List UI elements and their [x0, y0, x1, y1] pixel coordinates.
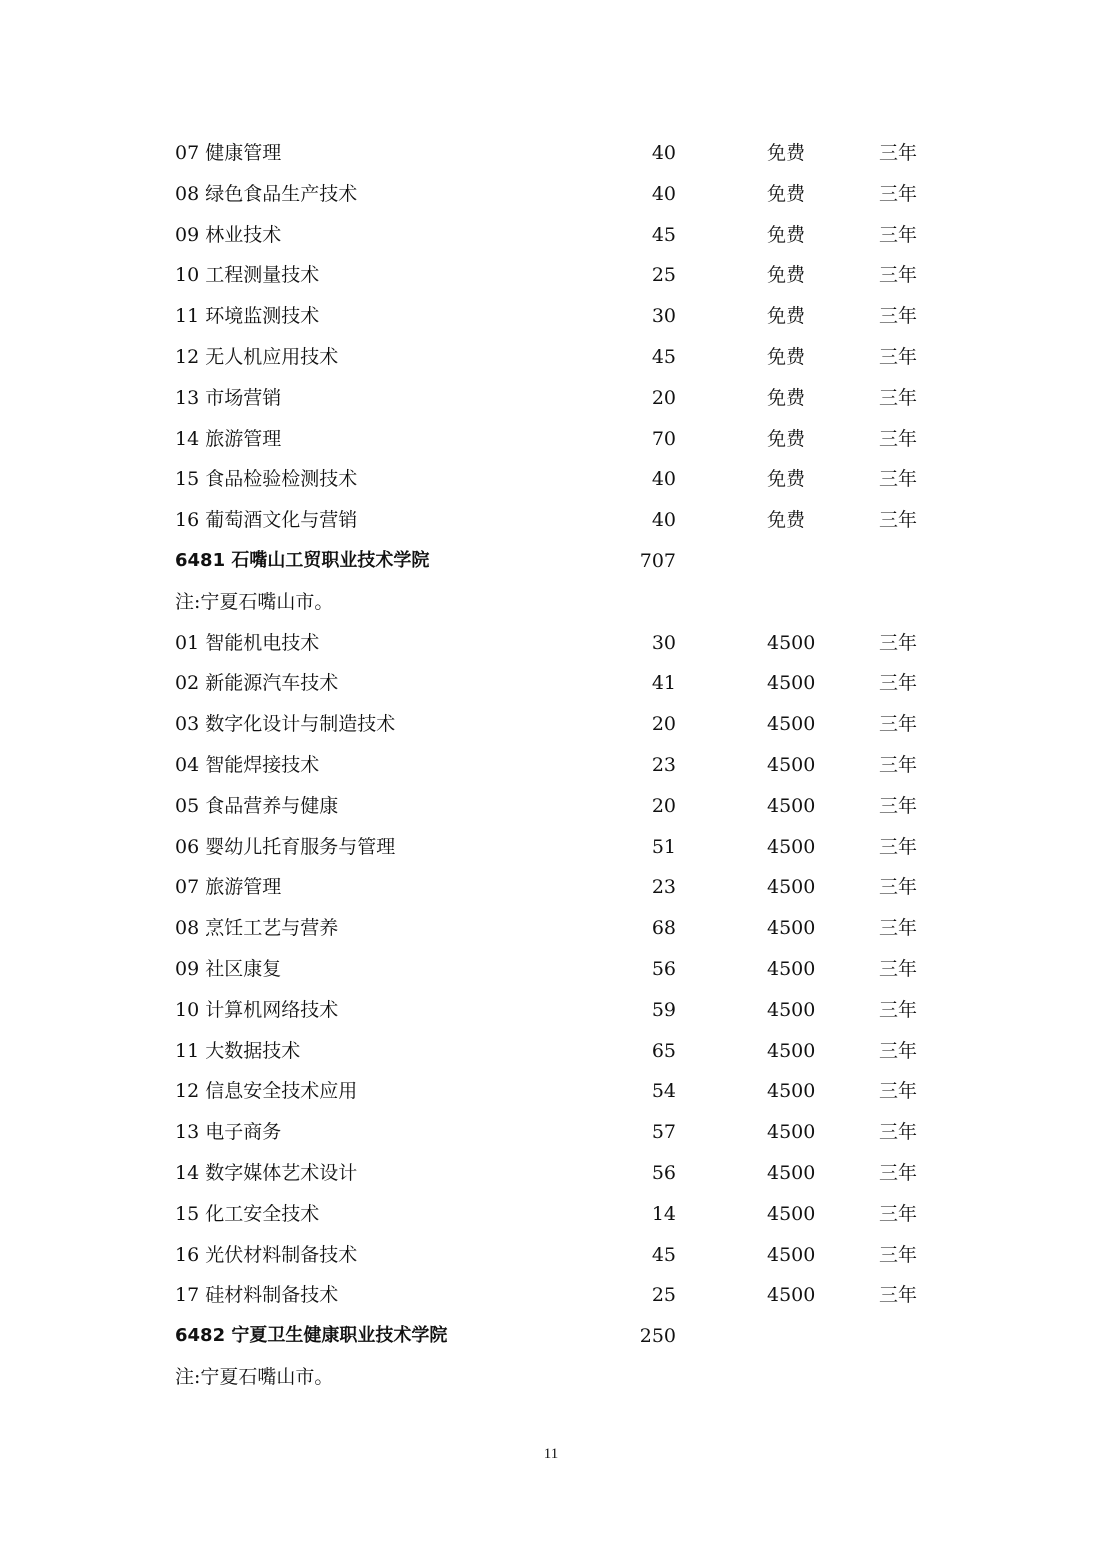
study-duration: 三年 [879, 876, 918, 899]
tuition-fee: 4500 [767, 1243, 816, 1266]
school-total-quota: 250 [639, 1325, 676, 1348]
tuition-fee: 免费 [767, 182, 806, 205]
school-name: 6481 石嘴山工贸职业技术学院 [175, 549, 430, 571]
major-name: 05 食品营养与健康 [175, 794, 339, 817]
tuition-fee: 4500 [767, 1121, 816, 1144]
major-row [0, 337, 1102, 378]
major-row [0, 255, 1102, 296]
tuition-fee: 4500 [767, 631, 816, 654]
study-duration: 三年 [879, 1284, 918, 1307]
major-row [0, 786, 1102, 827]
major-name: 07 健康管理 [175, 142, 282, 164]
major-row [0, 704, 1102, 745]
school-row [0, 1316, 1102, 1357]
study-duration: 三年 [879, 1243, 918, 1266]
enrollment-quota: 56 [651, 1161, 676, 1184]
study-duration: 三年 [879, 713, 918, 736]
tuition-fee: 4500 [767, 672, 816, 695]
major-name: 10 工程测量技术 [175, 264, 320, 287]
major-row [0, 378, 1102, 419]
major-name: 12 信息安全技术应用 [175, 1080, 358, 1103]
major-name: 16 葡萄酒文化与营销 [175, 509, 358, 532]
enrollment-quota: 23 [651, 876, 676, 899]
enrollment-quota: 68 [651, 917, 676, 940]
major-row [0, 174, 1102, 215]
enrollment-quota: 30 [651, 305, 676, 328]
tuition-fee: 4500 [767, 1161, 816, 1184]
major-name: 17 硅材料制备技术 [175, 1284, 339, 1307]
major-name: 01 智能机电技术 [175, 631, 320, 654]
major-name: 14 数字媒体艺术设计 [175, 1161, 358, 1184]
major-name: 16 光伏材料制备技术 [175, 1243, 358, 1266]
enrollment-quota: 40 [651, 142, 676, 164]
tuition-fee: 免费 [767, 223, 806, 246]
major-row [0, 867, 1102, 908]
major-row [0, 663, 1102, 704]
major-name: 15 化工安全技术 [175, 1202, 320, 1225]
major-row [0, 1235, 1102, 1276]
major-name: 13 市场营销 [175, 386, 282, 409]
school-total-quota: 707 [639, 549, 676, 572]
study-duration: 三年 [879, 1121, 918, 1144]
enrollment-quota: 51 [651, 835, 676, 858]
enrollment-quota: 59 [651, 998, 676, 1021]
tuition-fee: 4500 [767, 957, 816, 980]
tuition-fee: 免费 [767, 468, 806, 491]
major-name: 03 数字化设计与制造技术 [175, 713, 396, 736]
major-row [0, 990, 1102, 1031]
study-duration: 三年 [879, 835, 918, 858]
enrollment-quota: 25 [651, 264, 676, 287]
tuition-fee: 4500 [767, 1080, 816, 1103]
enrollment-quota: 45 [651, 223, 676, 246]
major-name: 10 计算机网络技术 [175, 998, 339, 1021]
major-name: 11 环境监测技术 [175, 305, 320, 328]
study-duration: 三年 [879, 468, 918, 491]
major-row [0, 1071, 1102, 1112]
major-row [0, 296, 1102, 337]
study-duration: 三年 [879, 142, 918, 164]
school-name: 6482 宁夏卫生健康职业技术学院 [175, 1325, 448, 1347]
major-row [0, 500, 1102, 541]
major-row [0, 745, 1102, 786]
tuition-fee: 4500 [767, 713, 816, 736]
major-row [0, 459, 1102, 500]
major-row [0, 623, 1102, 664]
major-name: 07 旅游管理 [175, 876, 282, 899]
enrollment-quota: 41 [651, 672, 676, 695]
major-name: 09 林业技术 [175, 223, 282, 246]
major-row [0, 1031, 1102, 1072]
enrollment-quota: 45 [651, 1243, 676, 1266]
tuition-fee: 免费 [767, 345, 806, 368]
study-duration: 三年 [879, 509, 918, 532]
enrollment-quota: 65 [651, 1039, 676, 1062]
major-row [0, 827, 1102, 868]
enrollment-quota: 56 [651, 957, 676, 980]
note-text: 注:宁夏石嘴山市。 [175, 1365, 334, 1388]
enrollment-quota: 20 [651, 386, 676, 409]
enrollment-quota: 30 [651, 631, 676, 654]
tuition-fee: 4500 [767, 753, 816, 776]
study-duration: 三年 [879, 427, 918, 450]
study-duration: 三年 [879, 1161, 918, 1184]
study-duration: 三年 [879, 631, 918, 654]
note-row [0, 1357, 1102, 1398]
study-duration: 三年 [879, 998, 918, 1021]
tuition-fee: 4500 [767, 1202, 816, 1225]
major-row [0, 1153, 1102, 1194]
study-duration: 三年 [879, 223, 918, 246]
major-name: 14 旅游管理 [175, 427, 282, 450]
major-row [0, 1194, 1102, 1235]
enrollment-quota: 23 [651, 753, 676, 776]
enrollment-quota: 54 [651, 1080, 676, 1103]
enrollment-quota: 40 [651, 509, 676, 532]
study-duration: 三年 [879, 182, 918, 205]
tuition-fee: 免费 [767, 509, 806, 532]
enrollment-quota: 20 [651, 713, 676, 736]
enrollment-quota: 40 [651, 182, 676, 205]
tuition-fee: 免费 [767, 142, 806, 164]
study-duration: 三年 [879, 1202, 918, 1225]
tuition-fee: 4500 [767, 1039, 816, 1062]
major-row [0, 1112, 1102, 1153]
study-duration: 三年 [879, 264, 918, 287]
major-name: 04 智能焊接技术 [175, 753, 320, 776]
enrollment-quota: 25 [651, 1284, 676, 1307]
tuition-fee: 免费 [767, 386, 806, 409]
tuition-fee: 免费 [767, 264, 806, 287]
tuition-fee: 4500 [767, 835, 816, 858]
enrollment-quota: 70 [651, 427, 676, 450]
school-row [0, 541, 1102, 582]
major-row [0, 949, 1102, 990]
tuition-fee: 4500 [767, 794, 816, 817]
major-name: 12 无人机应用技术 [175, 345, 339, 368]
major-name: 09 社区康复 [175, 957, 282, 980]
major-name: 06 婴幼儿托育服务与管理 [175, 835, 396, 858]
enrollment-table [0, 133, 1102, 1398]
study-duration: 三年 [879, 1039, 918, 1062]
study-duration: 三年 [879, 672, 918, 695]
major-name: 11 大数据技术 [175, 1039, 301, 1062]
major-row [0, 133, 1102, 174]
tuition-fee: 免费 [767, 305, 806, 328]
enrollment-quota: 40 [651, 468, 676, 491]
enrollment-quota: 14 [651, 1202, 676, 1225]
study-duration: 三年 [879, 345, 918, 368]
major-row [0, 419, 1102, 460]
tuition-fee: 免费 [767, 427, 806, 450]
study-duration: 三年 [879, 957, 918, 980]
note-text: 注:宁夏石嘴山市。 [175, 590, 334, 613]
study-duration: 三年 [879, 753, 918, 776]
major-name: 13 电子商务 [175, 1121, 282, 1144]
major-name: 08 烹饪工艺与营养 [175, 917, 339, 940]
enrollment-quota: 45 [651, 345, 676, 368]
page-number: 11 [543, 1446, 559, 1462]
enrollment-quota: 57 [651, 1121, 676, 1144]
study-duration: 三年 [879, 386, 918, 409]
tuition-fee: 4500 [767, 998, 816, 1021]
tuition-fee: 4500 [767, 917, 816, 940]
tuition-fee: 4500 [767, 876, 816, 899]
tuition-fee: 4500 [767, 1284, 816, 1307]
study-duration: 三年 [879, 1080, 918, 1103]
study-duration: 三年 [879, 917, 918, 940]
major-row [0, 215, 1102, 256]
major-name: 02 新能源汽车技术 [175, 672, 339, 695]
study-duration: 三年 [879, 305, 918, 328]
major-row [0, 908, 1102, 949]
major-name: 08 绿色食品生产技术 [175, 182, 358, 205]
enrollment-quota: 20 [651, 794, 676, 817]
major-name: 15 食品检验检测技术 [175, 468, 358, 491]
major-row [0, 1275, 1102, 1316]
study-duration: 三年 [879, 794, 918, 817]
note-row [0, 582, 1102, 623]
